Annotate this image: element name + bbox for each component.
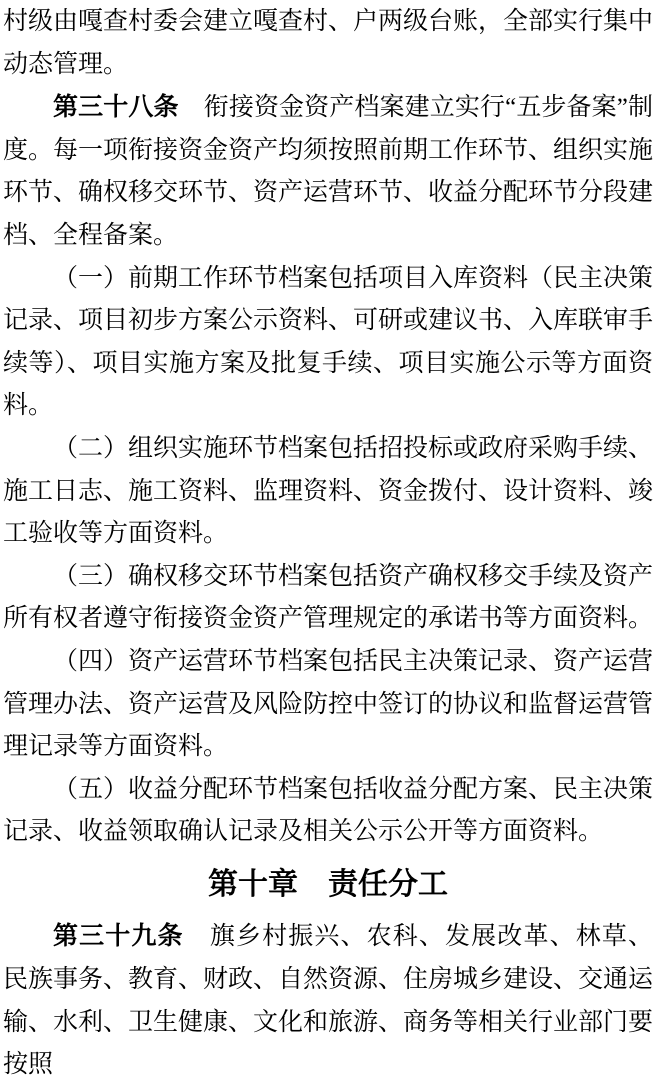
paragraph-item-2: （二）组织实施环节档案包括招投标或政府采购手续、施工日志、施工资料、监理资料、资金拨付、设计资料、竣工验收等方面资料。 xyxy=(3,434,654,548)
article-39-text: 旗乡村振兴、农科、发展改革、林草、民族事务、教育、财政、自然资源、住房城乡建设、交通运输、水利、卫生健康、文化和旅游、商务等相关行业部门要按照 xyxy=(3,923,654,1079)
paragraph-article-38 xyxy=(3,86,653,257)
article-38-number: 第三十八条 xyxy=(53,93,179,122)
paragraph-continued: 村级由嘎查村委会建立嘎查村、户两级台账，全部实行集中动态管理。 xyxy=(3,8,654,78)
paragraph-item-5: （五）收益分配环节档案包括收益分配方案、民主决策记录、收益领取确认记录及相关公示公开等方面资料。 xyxy=(3,775,654,846)
chapter-heading: 第十章 责任分工 xyxy=(208,867,448,901)
paragraph-article-39 xyxy=(3,915,653,1086)
article-38-text: 衔接资金资产档案建立实行“五步备案”制度。每一项衔接资金资产均须按照前期工作环节、组织实施环节、确权移交环节、资产运营环节、收益分配环节分段建档、全程备案。 xyxy=(3,94,654,249)
article-39-number: 第三十九条 xyxy=(53,922,184,951)
paragraph-item-4: （四）资产运营环节档案包括民主决策记录、资产运营管理办法、资产运营及风险防控中签订的协议和监督运营管理记录等方面资料。 xyxy=(3,647,654,761)
paragraph-item-3: （三）确权移交环节档案包括资产确权移交手续及资产所有权者遵守衔接资金资产管理规定的承诺书等方面资料。 xyxy=(3,562,654,633)
paragraph-item-1: （一）前期工作环节档案包括项目入库资料（民主决策记录、项目初步方案公示资料、可研或建议书、入库联审手续等）、项目实施方案及批复手续、项目实施公示等方面资料。 xyxy=(3,264,654,420)
